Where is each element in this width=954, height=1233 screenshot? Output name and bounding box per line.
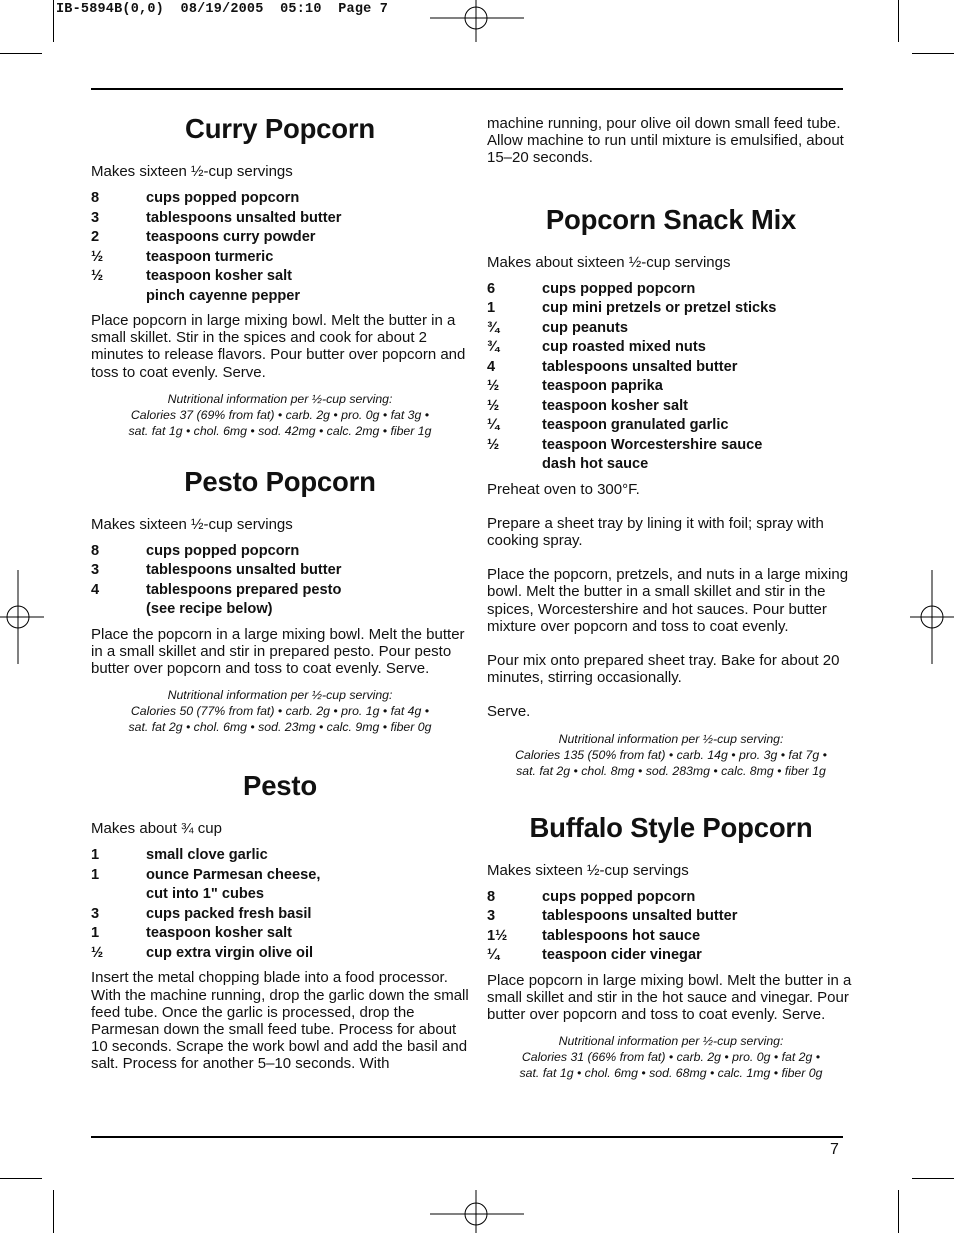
nutrition-info-heading: Nutritional information per ½-cup serving:: [167, 391, 393, 406]
recipe-directions: Place popcorn in large mixing bowl. Melt the butter in a small skillet and stir in the hot sauce and vinegar. Pour butter over popcorn and toss to coat evenly. Serve.: [487, 971, 852, 1024]
recipe-yield: Makes about sixteen ½-cup servings: [487, 253, 731, 271]
ingredient-item: 3 cups packed fresh basil: [91, 905, 312, 922]
ingredient-item: 4 tablespoons unsalted butter: [487, 358, 738, 375]
recipe-directions: Place the popcorn in a large mixing bowl. Melt the butter in a small skillet and stir in prepared pesto. Pour pesto butter over popcorn and toss to coat evenly. Serve.: [91, 625, 465, 678]
ingredient-item: 8 cups popped popcorn: [91, 190, 300, 206]
continued-directions: machine running, pour olive oil down small feed tube. Allow machine to run until mixture is emulsified, about 15–20 seconds.: [487, 115, 844, 167]
registration-mark-icon: [430, 1190, 524, 1233]
ingredient-item: ½ teaspoon kosher salt: [91, 268, 292, 284]
ingredient-item: ½ teaspoon kosher salt: [487, 397, 688, 414]
ingredient-item: 1 ounce Parmesan cheese,: [91, 866, 321, 883]
recipe-directions: Place popcorn in large mixing bowl. Melt the butter in a small skillet. Stir in the spices and cook for about 2 minutes to release flavors. Pour butter over popcorn and toss to coat evenly. Serve.: [91, 312, 466, 381]
crop-mark: [53, 0, 54, 42]
recipe-yield: Makes sixteen ½-cup servings: [91, 515, 293, 533]
nutrition-info-line: sat. fat 2g • chol. 8mg • sod. 283mg • calc. 8mg • fiber 1g: [516, 763, 826, 778]
crop-mark: [53, 1190, 54, 1233]
recipe-title: Buffalo Style Popcorn: [529, 811, 813, 843]
crop-mark: [912, 1178, 954, 1179]
recipe-directions: Insert the metal chopping blade into a food processor. With the machine running, drop the garlic down the small feed tube. Once the garlic is processed, drop the Parmesan down the small feed tube. Process for about 10 seconds. Scrape the work bowl and add the basil and salt. Process for another 5–10 seconds. With: [91, 969, 469, 1073]
registration-mark-icon: [430, 0, 524, 42]
registration-mark-icon: [910, 570, 954, 664]
recipe-buffalo-style-popcorn: [487, 809, 855, 1082]
recipe-directions: Preheat oven to 300°F.: [487, 480, 640, 498]
ingredient-item: ¼ teaspoon cider vinegar: [487, 947, 702, 964]
nutrition-info-heading: Nutritional information per ½-cup serving:: [558, 1034, 784, 1049]
recipe-directions: Pour mix onto prepared sheet tray. Bake for about 20 minutes, stirring occasionally.: [487, 652, 840, 687]
ingredient-list: [487, 280, 855, 475]
ingredient-item: 2 teaspoons curry powder: [91, 229, 316, 245]
ingredient-item: ¾ cup peanuts: [487, 319, 628, 336]
left-column: [91, 110, 469, 1073]
crop-mark: [912, 53, 954, 54]
nutrition-info-heading: Nutritional information per ½-cup serving:: [167, 688, 393, 703]
recipe-title: Pesto Popcorn: [184, 465, 376, 497]
ingredient-item: ¾ cup roasted mixed nuts: [487, 339, 706, 356]
recipe-yield: Makes sixteen ½-cup servings: [487, 861, 689, 879]
ingredient-list: [91, 189, 469, 306]
ingredient-item: 1½ tablespoons hot sauce: [487, 927, 701, 944]
crop-mark: [898, 0, 899, 42]
recipe-yield: Makes about ¾ cup: [91, 820, 222, 838]
nutrition-info-heading: Nutritional information per ½-cup serving:: [558, 731, 784, 746]
nutrition-info-line: Calories 135 (50% from fat) • carb. 14g • pro. 3g • fat 7g •: [515, 747, 827, 762]
nutrition-info-line: Calories 50 (77% from fat) • carb. 2g • pro. 1g • fat 4g •: [130, 704, 430, 719]
recipe-title: Pesto: [243, 770, 317, 802]
ingredient-item: 1 small clove garlic: [91, 847, 268, 864]
recipe-yield: Makes sixteen ½-cup servings: [91, 163, 293, 180]
ingredient-item: 1 cup mini pretzels or pretzel sticks: [487, 300, 777, 317]
ingredient-item: 3 tablespoons unsalted butter: [91, 562, 342, 579]
print-slug: IB-5894B(0,0) 08/19/2005 05:10 Page 7: [56, 2, 389, 17]
ingredient-item: pinch cayenne pepper: [146, 287, 301, 304]
right-column: [487, 115, 855, 1081]
nutrition-info-line: Calories 37 (69% from fat) • carb. 2g • pro. 0g • fat 3g •: [130, 407, 430, 422]
ingredient-item: 8 cups popped popcorn: [91, 542, 300, 559]
ingredient-item: 8 cups popped popcorn: [487, 888, 696, 905]
ingredient-item: (see recipe below): [146, 601, 273, 618]
bottom-rule: [91, 1136, 843, 1138]
crop-mark: [898, 1190, 899, 1233]
page-number: 7: [830, 1141, 839, 1158]
ingredient-item: ½ cup extra virgin olive oil: [91, 944, 314, 961]
recipe-pesto: [91, 767, 469, 1072]
ingredient-item: ½ teaspoon paprika: [487, 378, 663, 395]
ingredient-list: [91, 542, 469, 620]
recipe-title: Popcorn Snack Mix: [545, 203, 797, 235]
recipe-directions: Place the popcorn, pretzels, and nuts in a large mixing bowl. Melt the butter in a small skillet and stir in the spices, Worcestershire and hot sauces. Pour butter mixture over popcorn and toss to coat evenly.: [487, 566, 849, 635]
nutrition-info-line: sat. fat 1g • chol. 6mg • sod. 42mg • calc. 2mg • fiber 1g: [128, 423, 432, 438]
ingredient-item: 6 cups popped popcorn: [487, 280, 696, 297]
ingredient-item: ½ teaspoon Worcestershire sauce: [487, 436, 763, 453]
ingredient-item: dash hot sauce: [542, 456, 649, 473]
crop-mark: [0, 1178, 42, 1179]
nutrition-info-line: Calories 31 (66% from fat) • carb. 2g • pro. 0g • fat 2g •: [521, 1050, 821, 1065]
crop-mark: [0, 53, 42, 54]
recipe-directions: Prepare a sheet tray by lining it with foil; spray with cooking spray.: [487, 514, 824, 550]
ingredient-item: 3 tablespoons unsalted butter: [91, 209, 342, 226]
ingredient-item: ½ teaspoon turmeric: [91, 248, 274, 265]
top-rule: [91, 88, 843, 90]
ingredient-item: cut into 1" cubes: [146, 886, 265, 903]
recipe-title: Curry Popcorn: [185, 113, 375, 144]
recipe-pesto-popcorn: [91, 463, 469, 736]
nutrition-info-line: sat. fat 1g • chol. 6mg • sod. 68mg • calc. 1mg • fiber 0g: [519, 1066, 823, 1081]
ingredient-item: 3 tablespoons unsalted butter: [487, 908, 738, 925]
nutrition-info-line: sat. fat 2g • chol. 6mg • sod. 23mg • calc. 9mg • fiber 0g: [128, 720, 432, 735]
ingredient-list: [487, 888, 855, 966]
recipe-popcorn-snack-mix: [487, 201, 855, 779]
ingredient-list: [91, 846, 469, 963]
ingredient-item: ¼ teaspoon granulated garlic: [487, 417, 729, 434]
recipe-curry-popcorn: [91, 110, 469, 439]
ingredient-item: 1 teaspoon kosher salt: [91, 925, 292, 942]
recipe-directions: Serve.: [487, 703, 531, 721]
registration-mark-icon: [0, 570, 44, 664]
ingredient-item: 4 tablespoons prepared pesto: [91, 581, 342, 598]
